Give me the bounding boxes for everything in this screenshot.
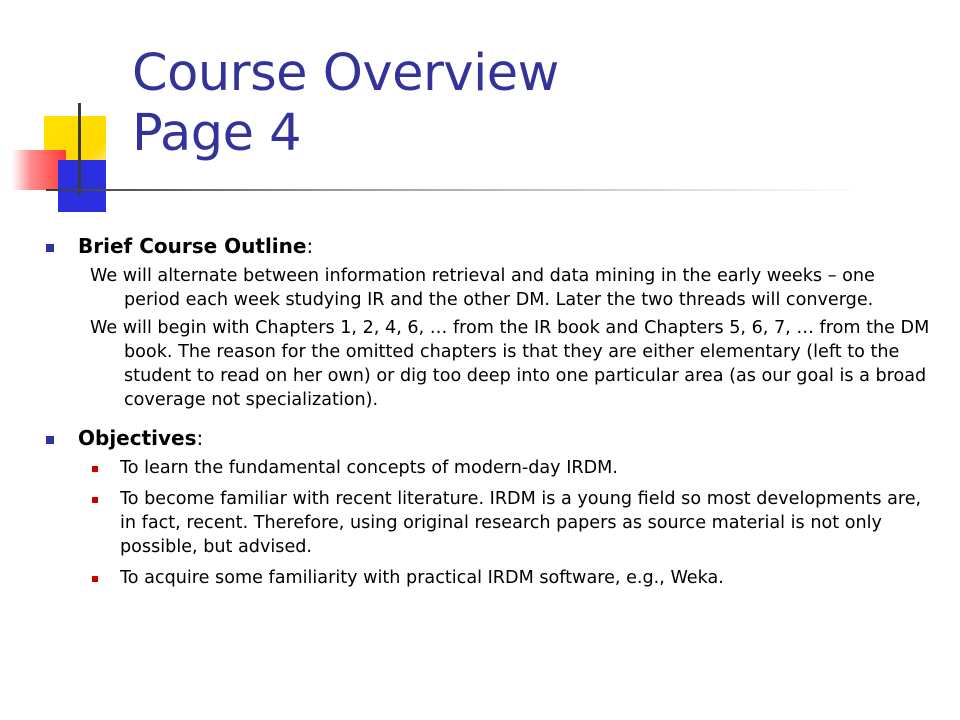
objective-item-3-text: To acquire some familiarity with practical IRDM software, e.g., Weka. bbox=[120, 568, 724, 588]
title-underline bbox=[46, 189, 866, 191]
objectives-heading-text: Objectives bbox=[78, 426, 197, 450]
slide-title bbox=[132, 44, 559, 164]
objectives-heading bbox=[44, 424, 934, 452]
slide-title-line-1: Course Overview bbox=[132, 44, 559, 103]
objective-item-1-text: To learn the fundamental concepts of modern-day IRDM. bbox=[120, 458, 618, 478]
decorative-blue-square bbox=[58, 160, 106, 212]
outline-paragraph-2: We will begin with Chapters 1, 2, 4, 6, … from the IR book and Chapters 5, 6, 7, … from the DM book. The reason for the omitted chapters is that they are either elementary (left to the student to read on her own) or dig too deep into one particular area (as our goal is a broad coverage not specialization). bbox=[90, 318, 930, 410]
objective-item-1 bbox=[44, 456, 934, 480]
red-square-bullet-icon bbox=[92, 497, 98, 503]
square-bullet-icon bbox=[46, 244, 54, 252]
objective-item-3 bbox=[44, 566, 934, 590]
square-bullet-icon bbox=[46, 436, 54, 444]
outline-heading-text: Brief Course Outline bbox=[78, 234, 307, 258]
red-square-bullet-icon bbox=[92, 576, 98, 582]
section-spacer bbox=[44, 416, 934, 424]
slide-body bbox=[44, 232, 934, 597]
outline-heading-colon: : bbox=[306, 234, 314, 258]
objective-item-2 bbox=[44, 487, 934, 559]
outline-heading bbox=[44, 232, 934, 260]
decorative-vertical-line bbox=[78, 103, 81, 195]
red-square-bullet-icon bbox=[92, 466, 98, 472]
outline-paragraph-1: We will alternate between information retrieval and data mining in the early weeks – one period each week studying IR and the other DM. Later the two threads will converge. bbox=[90, 266, 875, 310]
objective-item-2-text: To become familiar with recent literature. IRDM is a young field so most developments are, in fact, recent. Therefore, using original research papers as source material is not only possible, but advised. bbox=[120, 489, 922, 557]
objectives-heading-colon: : bbox=[196, 426, 204, 450]
slide-title-line-2: Page 4 bbox=[132, 104, 302, 163]
